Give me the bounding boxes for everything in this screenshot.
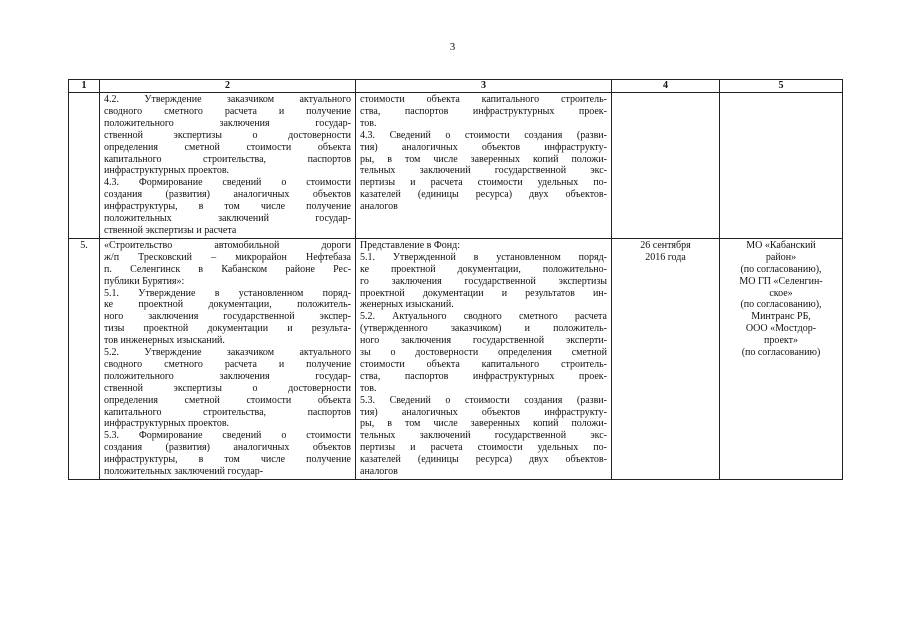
- text-line: ры, в том числе заверенных копий положи-: [360, 418, 607, 430]
- row-number: 5.: [69, 238, 100, 479]
- text-line: ственной экспертизы о достоверности: [104, 382, 351, 394]
- text-line: п. Селенгинск в Кабанском районе Рес-: [104, 263, 351, 275]
- responsible-cell: [720, 238, 843, 479]
- text-line: определения сметной стоимости объекта: [104, 394, 351, 406]
- text-line: (утвержденного заказчиком) и положитель-: [360, 323, 607, 335]
- text-line: казателей (единицы ресурса) двух объектов-: [360, 454, 607, 466]
- text-line: тов инженерных изысканий.: [104, 335, 225, 347]
- text-line: казателей (единицы ресурса) двух объектов-: [360, 189, 607, 201]
- text-line: Минтранс РБ,: [751, 311, 811, 323]
- text-line: тельных заключений государственной экс-: [360, 430, 607, 442]
- submission-description: [356, 238, 612, 479]
- text-line: 5.2. Утверждение заказчиком актуального: [104, 347, 351, 359]
- text-line: тия) аналогичных объектов инфраструкту-: [360, 406, 607, 418]
- text-line: тельных заключений государственной экс-: [360, 165, 607, 177]
- text-line: определения сметной стоимости объекта: [104, 141, 351, 153]
- column-header: 3: [356, 80, 612, 93]
- text-line: ООО «Мостдор-: [745, 323, 817, 335]
- responsible-cell: [720, 93, 843, 239]
- row-number: [69, 93, 100, 239]
- text-line: положительного заключения государ-: [104, 370, 351, 382]
- text-line: создания (развития) аналогичных объектов: [104, 189, 351, 201]
- text-line: инфраструктуры, в том числе получение: [104, 201, 351, 213]
- text-line: положительных заключений государ-: [104, 466, 264, 478]
- text-line: сводного сметного расчета и получение: [104, 105, 351, 117]
- text-line: сводного сметного расчета и получение: [104, 358, 351, 370]
- text-line: инфраструктурных проектов.: [104, 165, 230, 177]
- schedule-table: [68, 79, 843, 480]
- text-line: ж/п Тресковский – микрорайон Нефтебаза: [104, 251, 351, 263]
- task-description: [100, 238, 356, 479]
- text-line: Представление в Фонд:: [360, 239, 460, 251]
- text-line: ственной экспертизы и расчета: [104, 224, 237, 236]
- text-line: 5.2. Актуального сводного сметного расчета: [360, 311, 607, 323]
- text-line: аналогов: [360, 466, 398, 478]
- page-number: 3: [449, 41, 456, 53]
- table-row: [69, 93, 843, 239]
- text-line: 26 сентября: [640, 239, 691, 251]
- text-line: ке проектной документации, положительно-: [360, 263, 607, 275]
- column-header: 4: [612, 80, 720, 93]
- text-line: ственной экспертизы о достоверности: [104, 129, 351, 141]
- text-line: стоимости объекта капитального строитель-: [360, 94, 607, 105]
- text-line: 4.3. Сведений о стоимости создания (разви-: [360, 129, 607, 141]
- text-line: тизы проектной документации и результа-: [104, 323, 351, 335]
- column-header: 2: [100, 80, 356, 93]
- text-line: 5.3. Сведений о стоимости создания (разви-: [360, 394, 607, 406]
- text-line: ства, паспортов инфраструктурных проек-: [360, 105, 607, 117]
- text-line: стоимости объекта капитального строитель-: [360, 358, 607, 370]
- text-line: проект»: [763, 335, 798, 347]
- text-line: «Строительство автомобильной дороги: [104, 239, 351, 251]
- text-line: тов.: [360, 382, 377, 394]
- text-line: 4.3. Формирование сведений о стоимости: [104, 177, 351, 189]
- text-line: женерных изысканий.: [360, 299, 454, 311]
- text-line: (по согласованию),: [740, 299, 822, 311]
- text-line: инфраструктуры, в том числе получение: [104, 454, 351, 466]
- text-line: зы о достоверности определения сметной: [360, 347, 607, 359]
- text-line: аналогов: [360, 201, 398, 213]
- text-line: пертизы и расчета стоимости удельных по-: [360, 442, 607, 454]
- submission-description: [356, 93, 612, 239]
- deadline-cell: [612, 238, 720, 479]
- text-line: капитального строительства, паспортов: [104, 153, 351, 165]
- text-line: (по согласованию): [741, 347, 821, 359]
- text-line: создания (развития) аналогичных объектов: [104, 442, 351, 454]
- text-line: МО «Кабанский: [746, 239, 816, 251]
- text-line: (по согласованию),: [740, 263, 822, 275]
- text-line: ства, паспортов инфраструктурных проек-: [360, 370, 607, 382]
- column-header: 1: [69, 80, 100, 93]
- task-description: [100, 93, 356, 239]
- text-line: инфраструктурных проектов.: [104, 418, 230, 430]
- text-line: тов.: [360, 117, 377, 129]
- text-line: ного заключения государственной экспер-: [104, 311, 351, 323]
- deadline-cell: [612, 93, 720, 239]
- text-line: район»: [765, 251, 797, 263]
- text-line: капитального строительства, паспортов: [104, 406, 351, 418]
- table-header-row: [69, 80, 843, 93]
- text-line: 5.1. Утвержденной в установленном поряд-: [360, 251, 607, 263]
- text-line: 5.3. Формирование сведений о стоимости: [104, 430, 351, 442]
- text-line: го заключения государственной экспертизы: [360, 275, 607, 287]
- text-line: положительных заключений государ-: [104, 213, 351, 225]
- text-line: ское»: [769, 287, 793, 299]
- text-line: положительного заключения государ-: [104, 117, 351, 129]
- table-row: [69, 238, 843, 479]
- text-line: публики Бурятия»:: [104, 275, 185, 287]
- text-line: ке проектной документации, положитель-: [104, 299, 351, 311]
- text-line: тия) аналогичных объектов инфраструкту-: [360, 141, 607, 153]
- text-line: 5.1. Утверждение в установленном поряд-: [104, 287, 351, 299]
- text-line: МО ГП «Селенгин-: [739, 275, 823, 287]
- text-line: 4.2. Утверждение заказчиком актуального: [104, 94, 351, 105]
- text-line: пертизы и расчета стоимости удельных по-: [360, 177, 607, 189]
- column-header: 5: [720, 80, 843, 93]
- text-line: ного заключения государственной эксперти-: [360, 335, 607, 347]
- text-line: 2016 года: [645, 251, 686, 263]
- text-line: проектной документации и результатов ин-: [360, 287, 607, 299]
- text-line: ры, в том числе заверенных копий положи-: [360, 153, 607, 165]
